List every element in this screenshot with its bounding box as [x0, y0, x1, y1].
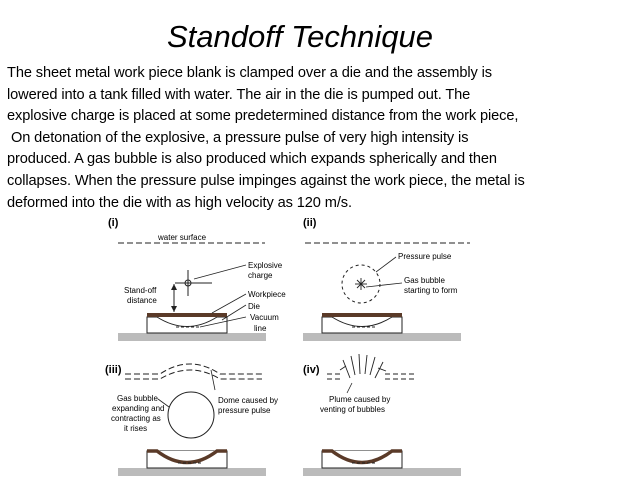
plume-label-1: Plume caused by — [329, 395, 391, 404]
explosive-label-1: Explosive — [248, 261, 283, 270]
ground — [118, 333, 266, 341]
paragraph-line: lowered into a tank filled with water. The air in the die is pumped out. The — [7, 86, 471, 103]
gas-bubble-label-2: expanding and — [112, 404, 165, 413]
panel-iii-label: (iii) — [105, 364, 122, 376]
paragraph-line: On detonation of the explosive, a pressure pulse of very high intensity is — [7, 129, 469, 146]
panel-i — [108, 217, 286, 341]
gas-bubble-label-4: it rises — [124, 424, 148, 433]
panel-ii-label: (ii) — [303, 217, 317, 229]
standoff-label-1: Stand-off — [124, 286, 157, 295]
gas-bubble-label-2: starting to form — [404, 286, 458, 295]
water-surface-label: water surface — [158, 233, 207, 242]
explosive-label-2: charge — [248, 271, 273, 280]
dome-label-1: Dome caused by — [218, 396, 279, 405]
ground — [303, 468, 461, 476]
leader-explosive — [194, 265, 246, 279]
workpiece — [322, 313, 402, 317]
gas-bubble — [168, 392, 214, 438]
panel-ii — [303, 217, 470, 341]
vacuum-label-2: line — [254, 324, 267, 333]
slide-title: Standoff Technique — [166, 19, 433, 54]
ground — [303, 333, 461, 341]
panel-iv — [303, 354, 461, 476]
leader-dome — [211, 370, 215, 390]
domed-water-surface — [125, 364, 262, 374]
standoff-label-2: distance — [127, 296, 157, 305]
standoff-arrow-down — [171, 306, 177, 312]
paragraph-line: The sheet metal work piece blank is clamped over a die and the assembly is — [7, 65, 492, 81]
dome-label-2: pressure pulse — [218, 406, 271, 415]
pressure-pulse-label: Pressure pulse — [398, 252, 452, 261]
paragraph-line: explosive charge is placed at some predetermined distance from the work piece, — [7, 108, 519, 125]
paragraph-line: produced. A gas bubble is also produced which expands spherically and then — [7, 151, 497, 168]
paragraph-line: collapses. When the pressure pulse impinges against the work piece, the metal is — [7, 172, 525, 189]
plume-label-2: venting of bubbles — [320, 405, 385, 414]
panel-iv-label: (iv) — [303, 364, 320, 376]
gas-bubble-label-1: Gas bubble — [404, 276, 445, 285]
leader-gas-bubble — [366, 283, 402, 287]
panel-iii — [105, 364, 278, 476]
vacuum-label-1: Vacuum — [250, 313, 279, 322]
gas-bubble-label-3: contracting as — [111, 414, 161, 423]
paragraph-line: deformed into the die with as high velocity as 120 m/s. — [7, 194, 352, 211]
plume-spray — [340, 354, 386, 378]
gas-bubble-label-1: Gas bubble — [117, 394, 158, 403]
leader-plume — [347, 383, 352, 393]
ground — [118, 468, 266, 476]
workpiece — [147, 313, 227, 317]
workpiece-label: Workpiece — [248, 290, 286, 299]
leader-pressure-pulse — [376, 257, 396, 272]
die-label: Die — [248, 302, 261, 311]
panel-i-label: (i) — [108, 217, 119, 229]
gas-bubble-burst — [355, 278, 367, 290]
standoff-arrow-up — [171, 284, 177, 290]
leader-workpiece — [212, 294, 246, 313]
